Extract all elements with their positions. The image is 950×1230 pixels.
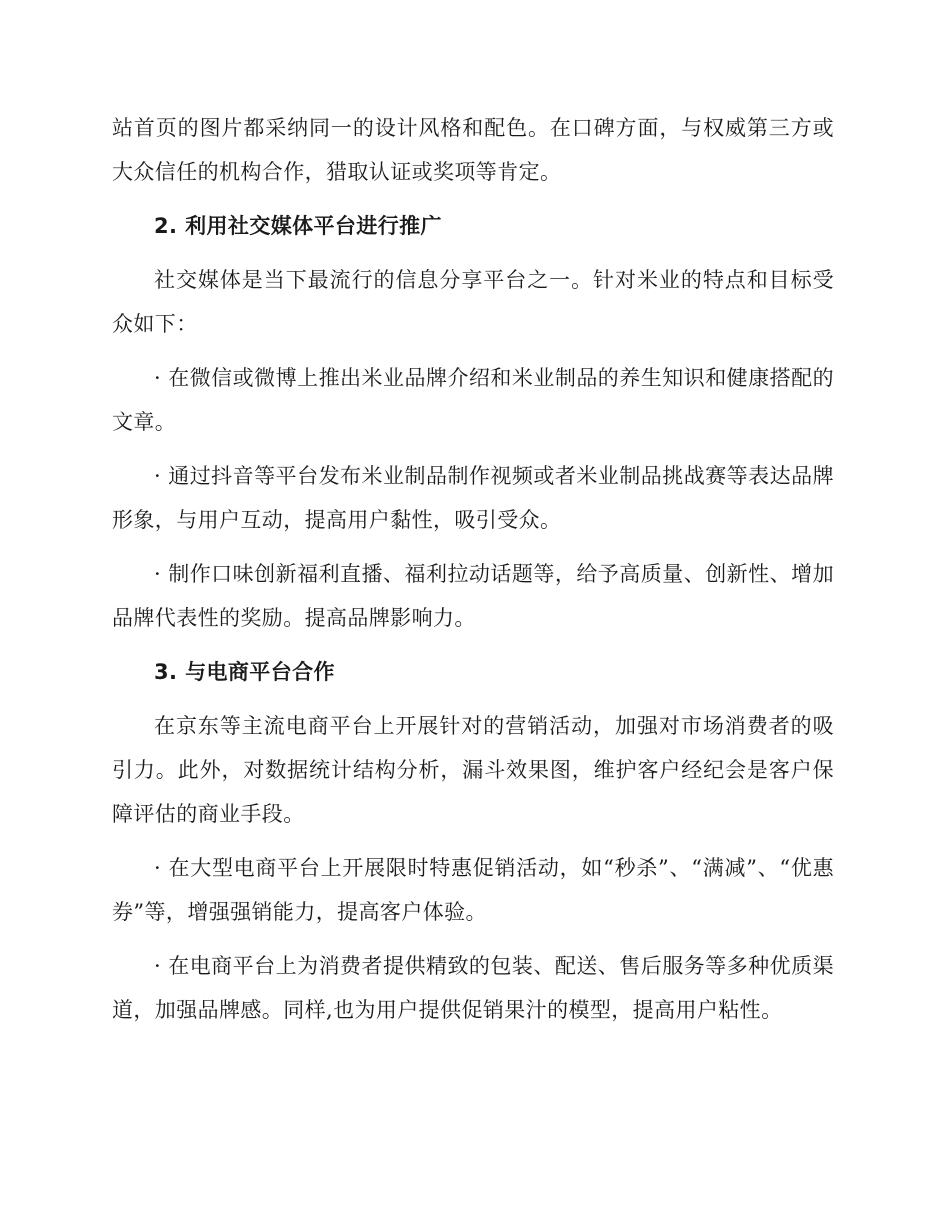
ecommerce-bullet-2: · 在电商平台上为消费者提供精致的包装、配送、售后服务等多种优质渠道，加强品牌感。同样,也为用户提供促销果汁的模型，提高用户粘性。 xyxy=(112,954,834,1022)
section-heading-ecommerce: 3. 与电商平台合作 xyxy=(154,660,335,684)
section-heading-social-media: 2. 利用社交媒体平台进行推广 xyxy=(154,214,442,238)
social-media-bullet-3: · 制作口味创新福利直播、福利拉动话题等，给予高质量、创新性、增加品牌代表性的奖励。提高品牌影响力。 xyxy=(112,562,834,630)
ecommerce-intro-paragraph: 在京东等主流电商平台上开展针对的营销活动，加强对市场消费者的吸引力。此外，对数据统计结构分析，漏斗效果图，维护客户经纪会是客户保障评估的商业手段。 xyxy=(112,714,834,826)
social-media-intro-paragraph: 社交媒体是当下最流行的信息分享平台之一。针对米业的特点和目标受众如下： xyxy=(112,268,834,336)
social-media-bullet-2: · 通过抖音等平台发布米业制品制作视频或者米业制品挑战赛等表达品牌形象，与用户互动，提高用户黏性，吸引受众。 xyxy=(112,464,834,532)
continuation-paragraph: 站首页的图片都采纳同一的设计风格和配色。在口碑方面，与权威第三方或大众信任的机构合作，猎取认证或奖项等肯定。 xyxy=(112,116,834,184)
social-media-bullet-1: · 在微信或微博上推出米业品牌介绍和米业制品的养生知识和健康搭配的文章。 xyxy=(112,366,834,434)
ecommerce-bullet-1: · 在大型电商平台上开展限时特惠促销活动，如“秒杀”、“满减”、“优惠券”等，增强强销能力，提高客户体验。 xyxy=(112,856,834,924)
document-body xyxy=(112,106,834,1042)
